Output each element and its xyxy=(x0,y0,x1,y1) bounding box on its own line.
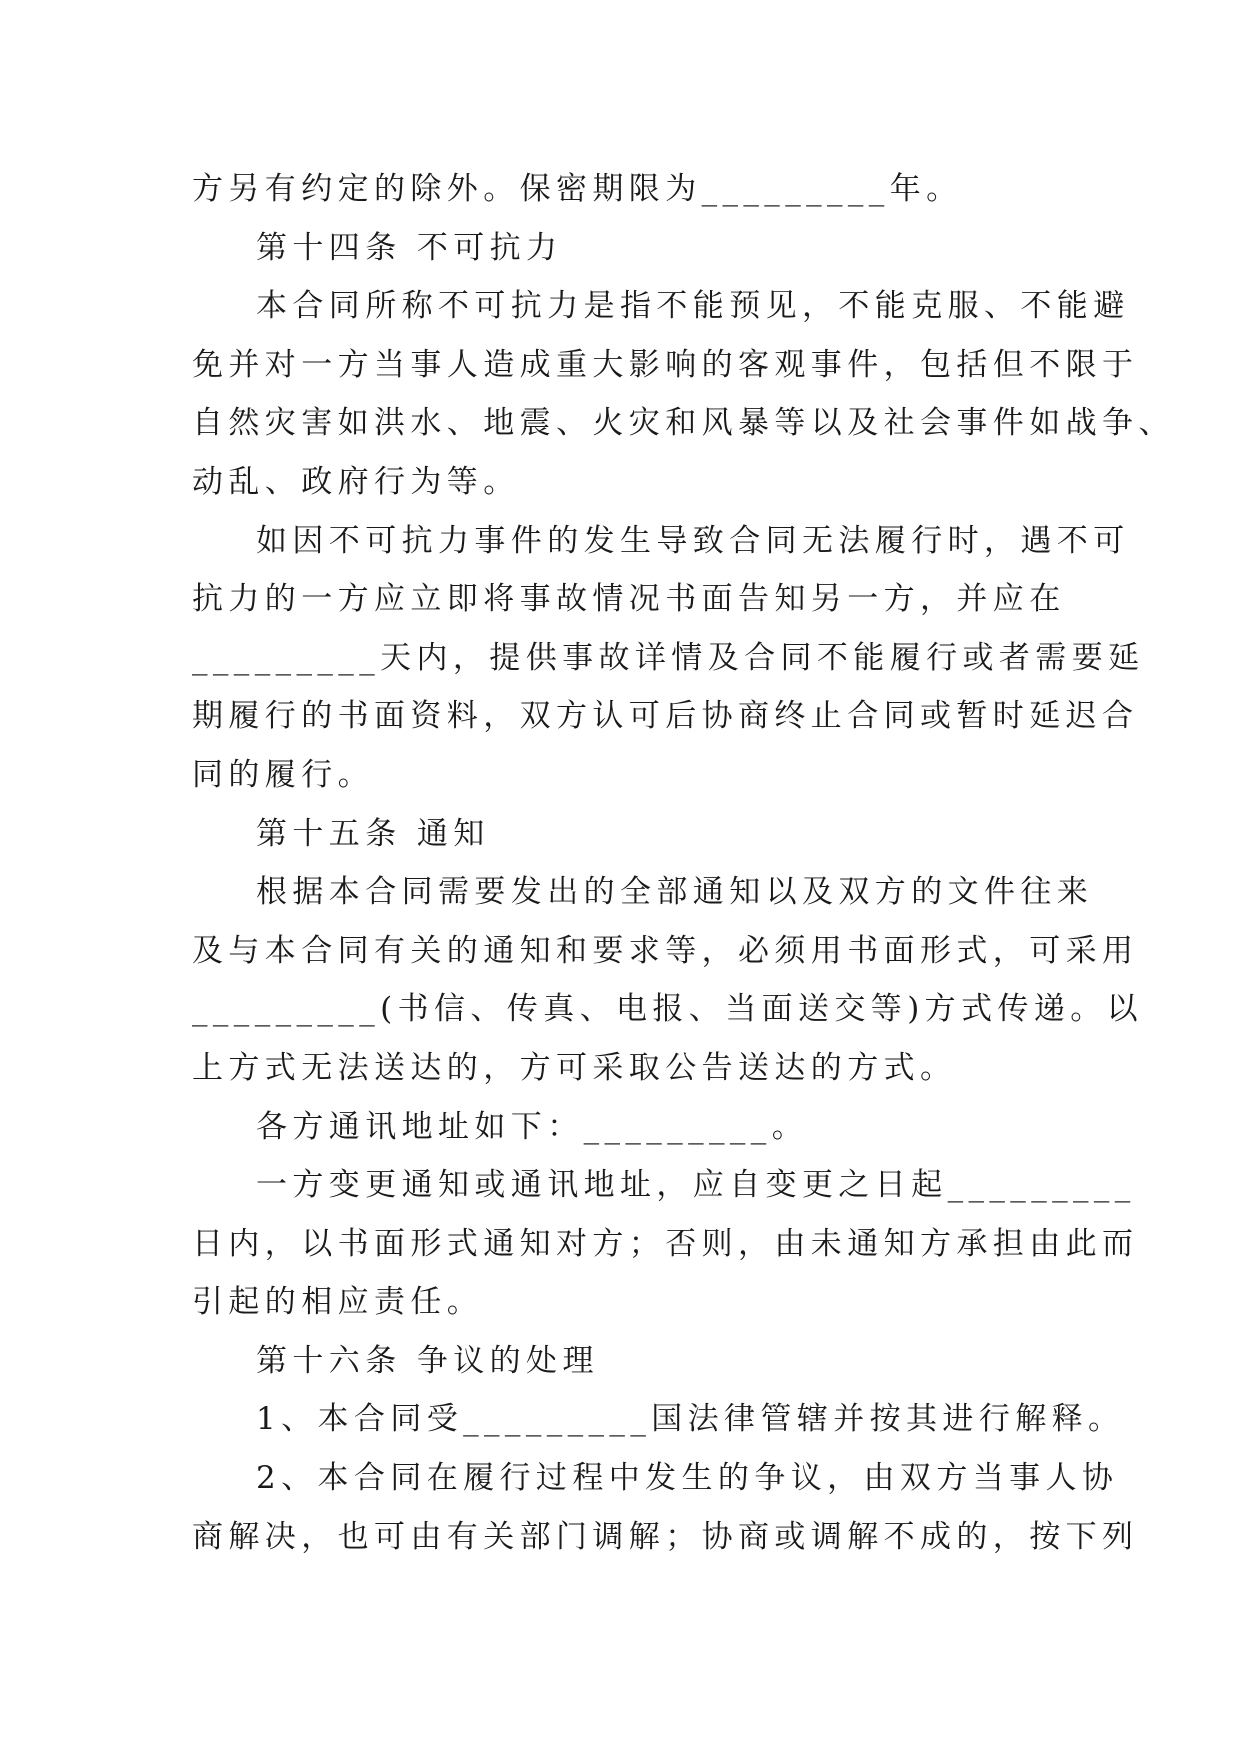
text-line: 上方式无法送达的，方可采取公告送达的方式。 xyxy=(192,1049,957,1086)
section-heading-notice: 第十五条 通知 xyxy=(256,815,490,852)
section-heading-force-majeure: 第十四条 不可抗力 xyxy=(256,229,563,266)
text-line: 商解决，也可由有关部门调解；协商或调解不成的，按下列 xyxy=(192,1518,1139,1555)
section-heading-dispute: 第十六条 争议的处理 xyxy=(256,1342,599,1379)
text-line: 如因不可抗力事件的发生导致合同无法履行时，遇不可 xyxy=(256,522,1130,559)
text-line: 免并对一方当事人造成重大影响的客观事件，包括但不限于 xyxy=(192,346,1139,383)
text-line: _________天内，提供事故详情及合同不能履行或者需要延 xyxy=(192,639,1145,676)
text-line: _________(书信、传真、电报、当面送交等)方式传递。以 xyxy=(192,991,1144,1028)
text-line: 方另有约定的除外。保密期限为_________年。 xyxy=(192,171,963,207)
text-line: 引起的相应责任。 xyxy=(192,1284,484,1321)
text-line: 本合同所称不可抗力是指不能预见，不能克服、不能避 xyxy=(256,288,1130,325)
contract-text xyxy=(192,160,1175,1566)
text-line: 同的履行。 xyxy=(192,756,374,793)
text-line: 及与本合同有关的通知和要求等，必须用书面形式，可采用 xyxy=(192,932,1139,969)
text-line: 动乱、政府行为等。 xyxy=(192,463,520,500)
text-line: 日内，以书面形式通知对方；否则，由未通知方承担由此而 xyxy=(192,1225,1139,1262)
text-line: 根据本合同需要发出的全部通知以及双方的文件往来 xyxy=(256,874,1094,911)
text-line: 2、本合同在履行过程中发生的争议，由双方当事人协 xyxy=(256,1460,1119,1497)
text-line: 一方变更通知或通讯地址，应自变更之日起_________ xyxy=(256,1167,1136,1204)
text-line: 抗力的一方应立即将事故情况书面告知另一方，并应在 xyxy=(192,581,1066,618)
text-line: 期履行的书面资料，双方认可后协商终止合同或暂时延迟合 xyxy=(192,698,1139,735)
text-line: 各方通讯地址如下：_________。 xyxy=(256,1108,809,1145)
text-line: 自然灾害如洪水、地震、火灾和风暴等以及社会事件如战争、 xyxy=(192,405,1175,442)
text-line: 1、本合同受_________国法律管辖并按其进行解释。 xyxy=(256,1401,1125,1438)
